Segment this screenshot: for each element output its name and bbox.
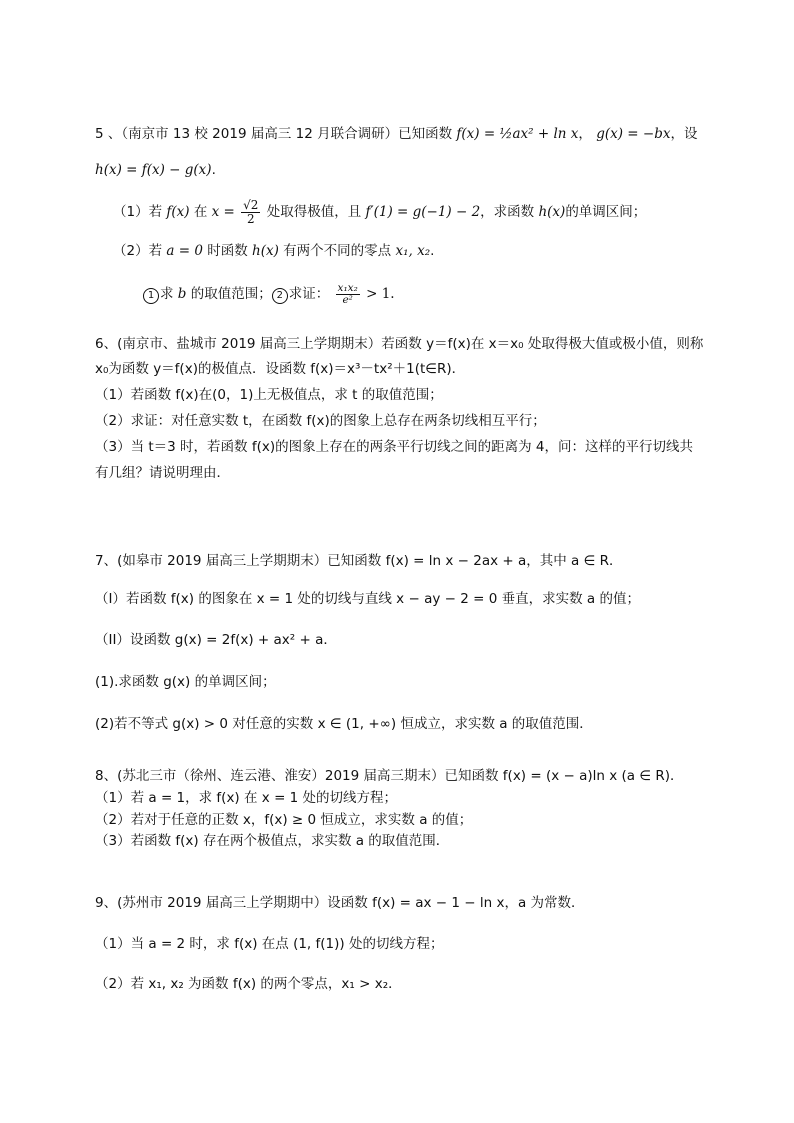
p5-q1-at: 在 (193, 204, 208, 220)
p7-line1: 7、(如皋市 2019 届高三上学期期末）已知函数 f(x) = ln x − 2ax + a，其中 a ∈ R． (95, 553, 623, 569)
p5-q2-text2: 有两个不同的零点 (283, 243, 392, 259)
p5-q1-hx: h(x) (538, 204, 566, 220)
p5-sub1-marker: 1 (143, 288, 159, 304)
p5-q1-fx: f(x) (166, 204, 190, 220)
p8-line2: （1）若 a = 1，求 f(x) 在 x = 1 处的切线方程； (95, 790, 398, 806)
p6-line2: x₀为函数 y＝f(x)的极值点．设函数 f(x)＝x³－tx²＋1(t∈R)． (95, 361, 466, 377)
p5-sub1-text2: 的取值范围； (190, 286, 272, 302)
p6-line5: （3）当 t＝3 时，若函数 f(x)的图象上存在的两条平行切线之间的距离为 4，问：这样的平行切线共 (95, 439, 693, 455)
p9-line2: （1）当 a = 2 时，求 f(x) 在点 (1, f(1)) 处的切线方程； (95, 936, 444, 952)
p7-line3: （II）设函数 g(x) = 2f(x) + ax² + a． (95, 632, 337, 648)
p5-sub1-text: 求 (160, 286, 174, 302)
p5-h-def: h(x) = f(x) − g(x) (95, 162, 212, 178)
p6-line4: （2）求证：对任意实数 t，在函数 f(x)的图象上总存在两条切线相互平行； (95, 413, 546, 429)
p8-line3: （2）若对于任意的正数 x，f(x) ≥ 0 恒成立，求实数 a 的值； (95, 812, 473, 828)
p9-line3: （2）若 x₁, x₂ 为函数 f(x) 的两个零点，x₁ > x₂． (95, 976, 402, 992)
p5-header: 5 、（南京市 13 校 2019 届高三 12 月联合调研）已知函数 (95, 126, 453, 142)
p5-sub2-frac-den: e² (342, 293, 353, 306)
p5-q1-label: （1）若 (113, 204, 163, 220)
p5-line1 (95, 124, 697, 144)
p6-line1: 6、(南京市、盐城市 2019 届高三上学期期末）若函数 y＝f(x)在 x＝x₀ 处取得极大值或极小值，则称 (95, 336, 704, 352)
p7-line4: (1).求函数 g(x) 的单调区间； (95, 674, 276, 690)
p5-q1-text2: ，求函数 (480, 204, 535, 220)
p5-sub (143, 280, 395, 308)
p5-q2-zeros: x₁, x₂ (395, 243, 431, 259)
p8-line1: 8、(苏北三市（徐州、连云港、淮安）2019 届高三期末）已知函数 f(x) = (x − a)ln x (a ∈ R)． (95, 768, 684, 784)
p5-line2 (95, 160, 216, 180)
p5-sub2-frac-num: x₁x₂ (337, 281, 358, 294)
p7-line2: （I）若函数 f(x) 的图象在 x = 1 处的切线与直线 x − ay − 2 = 0 垂直，求实数 a 的值； (95, 591, 640, 607)
p5-q2-label: （2）若 (113, 243, 163, 259)
p5-q2-cond: a = 0 (166, 243, 203, 259)
p5-sub1-b: b (177, 286, 187, 302)
p5-sub2-frac (336, 283, 360, 306)
p5-sep: ， (578, 126, 592, 142)
p5-q1-x: x = (211, 204, 235, 220)
p5-q1-text3: 的单调区间； (565, 204, 647, 220)
p6-line3: （1）若函数 f(x)在(0，1)上无极值点，求 t 的取值范围； (95, 387, 443, 403)
p8-line4: （3）若函数 f(x) 存在两个极值点，求实数 a 的取值范围． (95, 833, 450, 849)
p5-sub2-end: > 1. (366, 286, 395, 302)
p7-line5: (2)若不等式 g(x) > 0 对任意的实数 x ∈ (1, +∞) 恒成立，求实数 a 的取值范围． (95, 716, 593, 732)
p5-q1-cond: f′(1) = g(−1) − 2 (365, 204, 481, 220)
p9-line1: 9、(苏州市 2019 届高三上学期期中）设函数 f(x) = ax − 1 − ln x，a 为常数． (95, 895, 585, 911)
p6-line6: 有几组？请说明理由． (95, 465, 230, 481)
p5-g-def: g(x) = −bx (596, 126, 671, 142)
p5-tail: ，设 (670, 126, 698, 142)
p5-q2-hx: h(x) (252, 243, 279, 259)
p5-q2 (113, 241, 434, 261)
p5-q1 (113, 198, 646, 226)
p5-q1-frac-num: √2 (243, 197, 259, 212)
p5-q1-text: 处取得极值，且 (266, 204, 362, 220)
p5-sub2-text: 求证： (288, 286, 330, 302)
p5-f-def: f(x) = ½ax² + ln x (456, 126, 579, 142)
p5-q1-frac-den: 2 (246, 211, 255, 226)
p5-q2-end: . (430, 243, 435, 259)
p5-q1-frac (241, 199, 260, 226)
p5-q2-text: 时函数 (207, 243, 248, 259)
p5-h-end: . (211, 162, 216, 178)
p5-sub2-marker: 2 (272, 288, 288, 304)
